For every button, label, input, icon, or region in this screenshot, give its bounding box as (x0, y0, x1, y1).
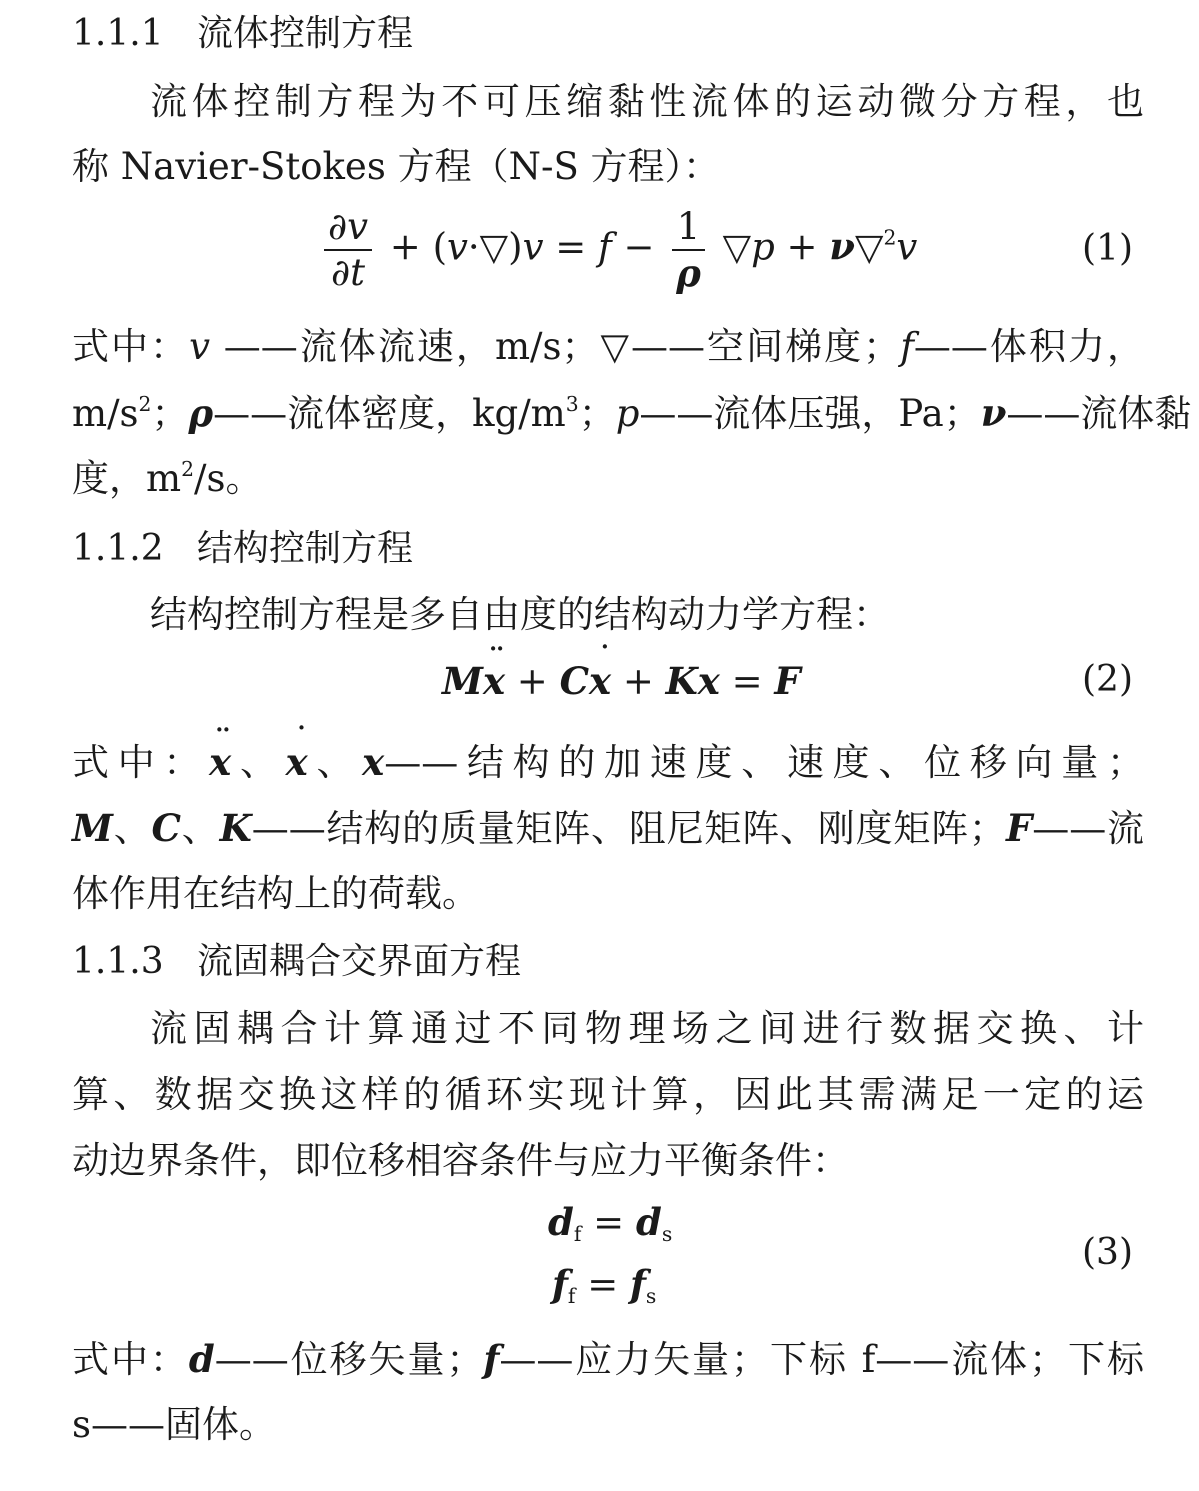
section-heading-1-1-3 (72, 940, 1144, 984)
symbol-definitions: 度，$m^2/s$。 (72, 456, 263, 500)
symbol-definitions: 式中：x ¨、x ˙、x——结构的加速度、速度、位移向量； (72, 740, 1144, 785)
equation-2: Mx ¨ + Cx ˙ + Kx = F (442, 659, 801, 703)
section-number: 1.1.3 (72, 941, 164, 982)
section-title: 结构控制方程 (197, 528, 414, 569)
equation-3b: $f_f = f_s$ (552, 1262, 657, 1309)
paragraph-line: 动边界条件，即位移相容条件与应力平衡条件： (72, 1139, 849, 1182)
section-title: 流体控制方程 (197, 13, 414, 54)
equation-3a: $d_f = d_s$ (548, 1200, 673, 1247)
equation-number: (3) (1082, 1232, 1133, 1273)
equation-1: $\frac{\partial v}{\partial t}$ + (v·▽)v = f − $\frac{1}{\rho}$ ▽p + ν▽$^2$v (318, 205, 917, 295)
fraction-1-over-rho: $\frac{1}{\rho}$ (672, 205, 705, 295)
equation-number: (2) (1082, 659, 1133, 700)
section-heading-1-1-2 (72, 527, 1144, 571)
symbol-definitions: 式中：d——位移矢量；f——应力矢量；下标 f——流体；下标 (72, 1337, 1144, 1381)
symbol-definitions: 体作用在结构上的荷载。 (72, 872, 479, 915)
section-heading-1-1-1 (72, 12, 1144, 56)
paragraph-line: 流体控制方程为不可压缩黏性流体的运动微分方程，也 (150, 80, 1144, 123)
paragraph-line: 算、数据交换这样的循环实现计算，因此其需满足一定的运 (72, 1073, 1144, 1116)
fraction-dv-dt: $\frac{\partial v}{\partial t}$ (324, 205, 372, 295)
symbol-definitions: 式中：v ——流体流速，m/s；▽——空间梯度；f——体积力， (72, 325, 1145, 368)
section-number: 1.1.2 (72, 528, 164, 569)
symbol-definitions: s——固体。 (72, 1403, 276, 1446)
symbol-definitions: M、C、K——结构的质量矩阵、阻尼矩阵、刚度矩阵；F——流 (72, 806, 1145, 850)
section-number: 1.1.1 (72, 13, 164, 54)
equation-number: (1) (1082, 228, 1133, 269)
section-title: 流固耦合交界面方程 (197, 941, 522, 982)
paragraph-line: 称 Navier-Stokes 方程（N-S 方程）： (72, 145, 721, 188)
paragraph-line: 结构控制方程是多自由度的结构动力学方程： (150, 593, 890, 636)
paragraph-line: 流固耦合计算通过不同物理场之间进行数据交换、计 (150, 1007, 1144, 1050)
symbol-definitions: $m/s^2$；ρ——流体密度，$kg/m^3$；p——流体压强，Pa；ν——流体黏 (72, 391, 1192, 435)
